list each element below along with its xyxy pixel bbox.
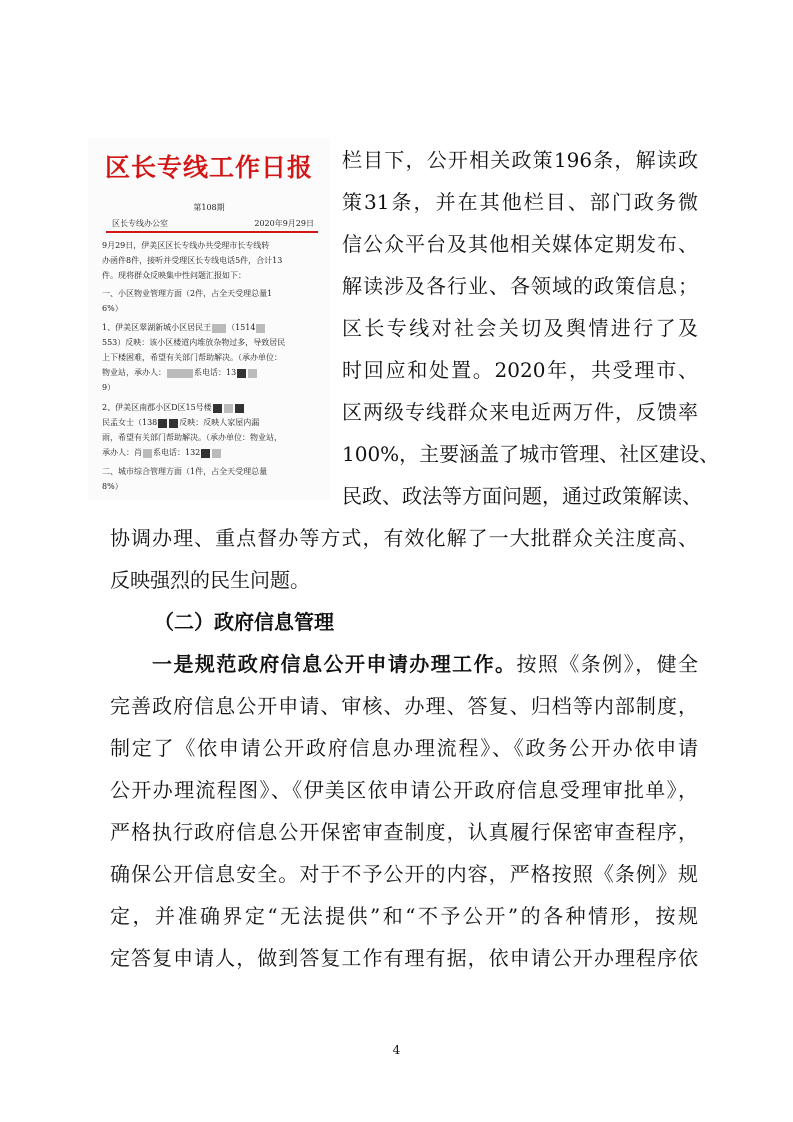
redaction-mark (224, 404, 233, 413)
newsletter-image (88, 138, 330, 500)
bold-lead: 一是规范政府信息公开申请办理工作。 (152, 652, 517, 676)
body-line: 信公众平台及其他相关媒体定期发布、 (342, 232, 698, 256)
newsletter-intro: 9月29日，伊美区区长专线办共受理市长专线转 办函件8件，接听并受理区长专线电话5件，合计13 件。现将群众反映集中性问题汇报如下： (102, 241, 283, 280)
newsletter-item-2: 2、伊美区南郡小区D区15号楼 民孟女士（138 反映：反映人家屋内漏 雨，希望有关部门帮助解决。（承办单位：物业站， 承办人：肖 系电话：132 (102, 403, 282, 457)
body-line: 100%，主要涵盖了城市管理、社区建设、 (342, 442, 720, 466)
body-line: 严格执行政府信息公开保密审查制度，认真履行保密审查程序， (110, 820, 698, 844)
redaction-mark (213, 404, 222, 413)
page-number: 4 (392, 1043, 401, 1057)
body-line: 解读涉及各行业、各领域的政策信息； (342, 274, 698, 298)
newsletter-issue: 第108期 (193, 203, 225, 212)
body-line: 完善政府信息公开申请、审核、办理、答复、归档等内部制度， (110, 694, 698, 718)
redaction-mark (143, 449, 152, 458)
body-line: 民政、政法等方面问题，通过政策解读、 (342, 484, 702, 508)
body-line: 区两级专线群众来电近两万件，反馈率 (342, 400, 698, 424)
redaction-mark (248, 369, 257, 378)
redaction-mark (256, 324, 265, 333)
redaction-mark (167, 369, 193, 378)
redaction-mark (169, 419, 178, 428)
body-line: 栏目下，公开相关政策196条，解读政 (342, 148, 698, 172)
body-line: 区长专线对社会关切及舆情进行了及 (342, 316, 698, 340)
redaction-mark (212, 324, 226, 333)
body-line: 确保公开信息安全。对于不予公开的内容，严格按照《条例》规 (110, 862, 698, 886)
redaction-mark (237, 369, 246, 378)
redaction-mark (201, 449, 210, 458)
redaction-mark (235, 404, 244, 413)
newsletter-divider (106, 231, 318, 233)
newsletter-date: 2020年9月29日 (254, 219, 314, 228)
newsletter-section-2: 二、城市综合管理方面（1件，占全天受理总量 8%） (102, 467, 268, 491)
newsletter-item-1: 1、伊美区翠湖新城小区居民王 （1514 553）反映：该小区楼道内堆放杂物过多，导致居民 上下楼困难，希望有关部门帮助解决。（承办单位： 物业站，承办人： 系电话：13 9） (102, 323, 286, 392)
body-line: 公开办理流程图》、《伊美区依申请公开政府信息受理审批单》， (110, 778, 698, 802)
body-line: 时回应和处置。2020年，共受理市、 (342, 358, 698, 382)
body-line: 反映强烈的民生问题。 (110, 568, 310, 592)
body-line: 定答复申请人，做到答复工作有理有据，依申请公开办理程序依 (110, 946, 698, 970)
section-heading: （二）政府信息管理 (154, 610, 334, 634)
redaction-mark (158, 419, 167, 428)
body-line: 协调办理、重点督办等方式，有效化解了一大批群众关注度高、 (110, 526, 698, 550)
body-line: 制定了《依申请公开政府信息办理流程》、《政务公开办依申请 (110, 736, 698, 760)
body-line: 一是规范政府信息公开申请办理工作。按照《条例》，健全 (152, 652, 699, 676)
newsletter-office: 区长专线办公室 (112, 219, 168, 228)
newsletter-section-1: 一、小区物业管理方面（2件，占全天受理总量1 6%） (102, 289, 273, 313)
redaction-mark (212, 449, 221, 458)
body-line: 定，并准确界定“无法提供”和“不予公开”的各种情形，按规 (110, 904, 698, 928)
body-line: 策31条，并在其他栏目、部门政务微 (342, 190, 698, 214)
newsletter-title: 区长专线工作日报 (104, 153, 313, 182)
